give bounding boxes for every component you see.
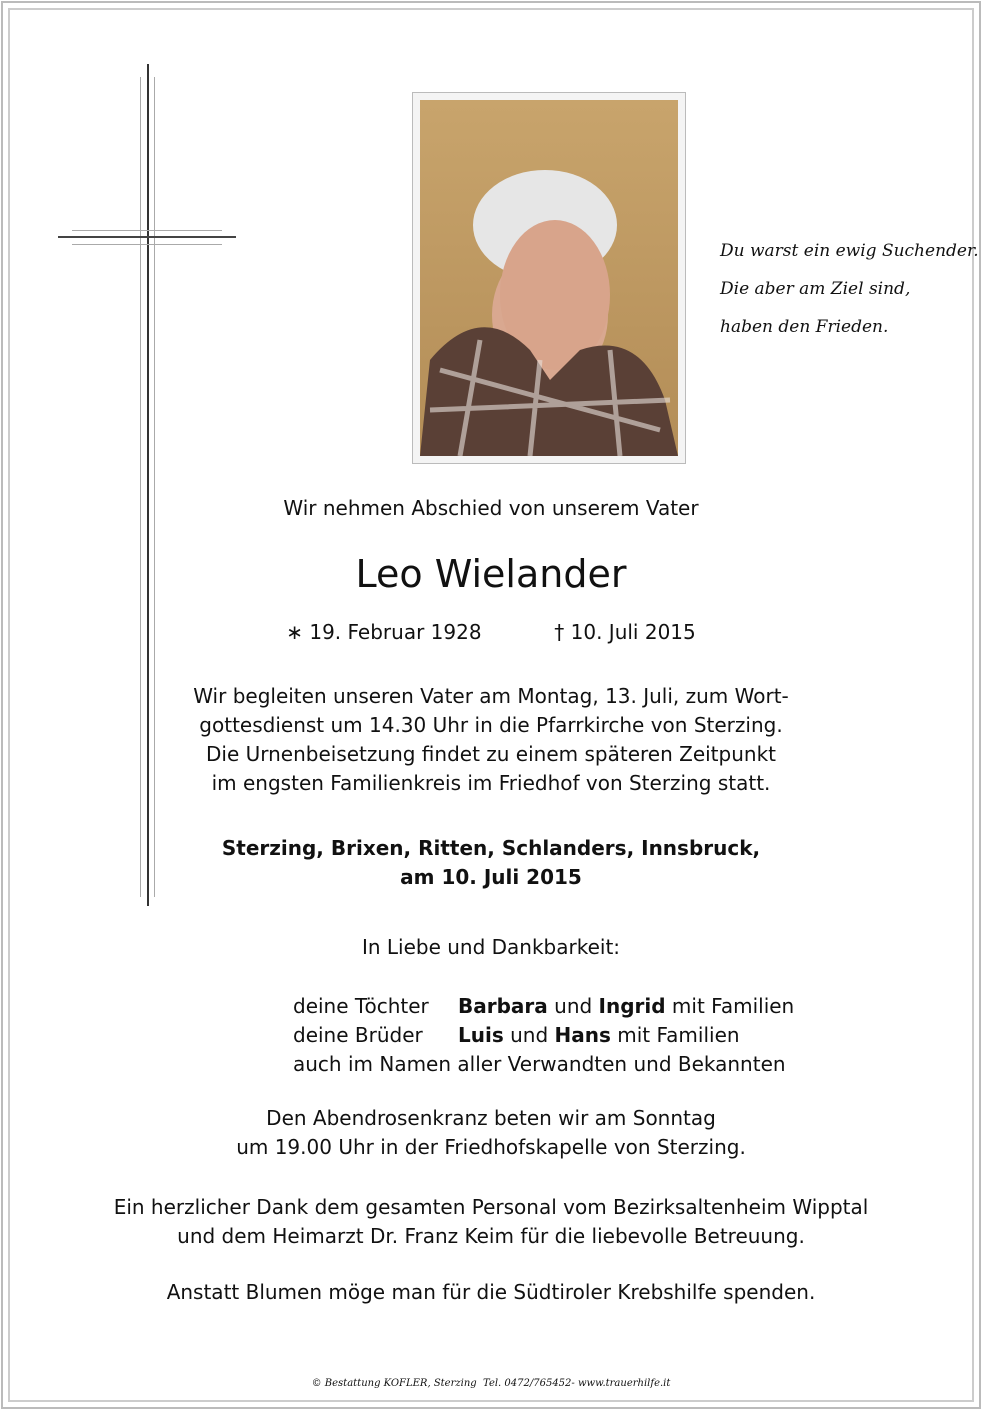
footer: © Bestattung KOFLER, Sterzing Tel. 0472/765452- www.trauerhilfe.it <box>311 1378 671 1389</box>
quote-line: Die aber am Ziel sind, <box>720 279 911 299</box>
quote-line: haben den Frieden. <box>720 317 889 337</box>
family-label: deine Brüder <box>293 1023 423 1047</box>
family-row <box>293 992 794 1021</box>
dates <box>0 618 982 647</box>
family-label: deine Töchter <box>293 994 429 1018</box>
places-date <box>0 834 982 892</box>
text-line: Den Abendrosenkranz beten wir am Sonntag <box>266 1106 716 1130</box>
conj: und <box>547 994 599 1018</box>
family-name: Luis <box>458 1023 504 1047</box>
intro-text: Wir nehmen Abschied von unserem Vater <box>283 496 699 520</box>
portrait-photo <box>420 100 678 456</box>
text-line: und dem Heimarzt Dr. Franz Keim für die liebevolle Betreuung. <box>177 1224 805 1248</box>
family-all: auch im Namen aller Verwandten und Bekannten <box>293 1052 786 1076</box>
text-line: Sterzing, Brixen, Ritten, Schlanders, Innsbruck, <box>221 836 761 860</box>
text-line: Wir begleiten unseren Vater am Montag, 13. Juli, zum Wort- <box>193 684 789 708</box>
text-line: um 19.00 Uhr in der Friedhofskapelle von Sterzing. <box>236 1135 746 1159</box>
text-line: Ein herzlicher Dank dem gesamten Personal vom Bezirksaltenheim Wipptal <box>113 1195 869 1219</box>
thanks <box>0 1193 982 1251</box>
family-list <box>293 992 794 1079</box>
birth-date: ∗ 19. Februar 1928 <box>286 620 482 644</box>
deceased-name: Leo Wielander <box>355 552 627 596</box>
flowers-note: Anstatt Blumen möge man für die Südtiroler Krebshilfe spenden. <box>166 1280 816 1304</box>
text-line: gottesdienst um 14.30 Uhr in die Pfarrkirche von Sterzing. <box>199 713 783 737</box>
quote <box>720 232 979 346</box>
family-row <box>293 1021 794 1050</box>
rosary-info <box>0 1104 982 1162</box>
text-line: im engsten Familienkreis im Friedhof von Sterzing statt. <box>211 771 771 795</box>
love-line: In Liebe und Dankbarkeit: <box>361 935 621 959</box>
death-date: † 10. Juli 2015 <box>554 620 696 644</box>
family-name: Barbara <box>458 994 548 1018</box>
portrait-frame <box>412 92 686 464</box>
text-line: am 10. Juli 2015 <box>400 865 582 889</box>
family-rest: mit Familien <box>665 994 795 1018</box>
family-name: Ingrid <box>598 994 666 1018</box>
text-line: Die Urnenbeisetzung findet zu einem späteren Zeitpunkt <box>205 742 776 766</box>
funeral-info <box>0 682 982 798</box>
family-name: Hans <box>554 1023 611 1047</box>
conj: und <box>503 1023 555 1047</box>
quote-line: Du warst ein ewig Suchender. <box>720 241 979 261</box>
family-rest: mit Familien <box>610 1023 740 1047</box>
